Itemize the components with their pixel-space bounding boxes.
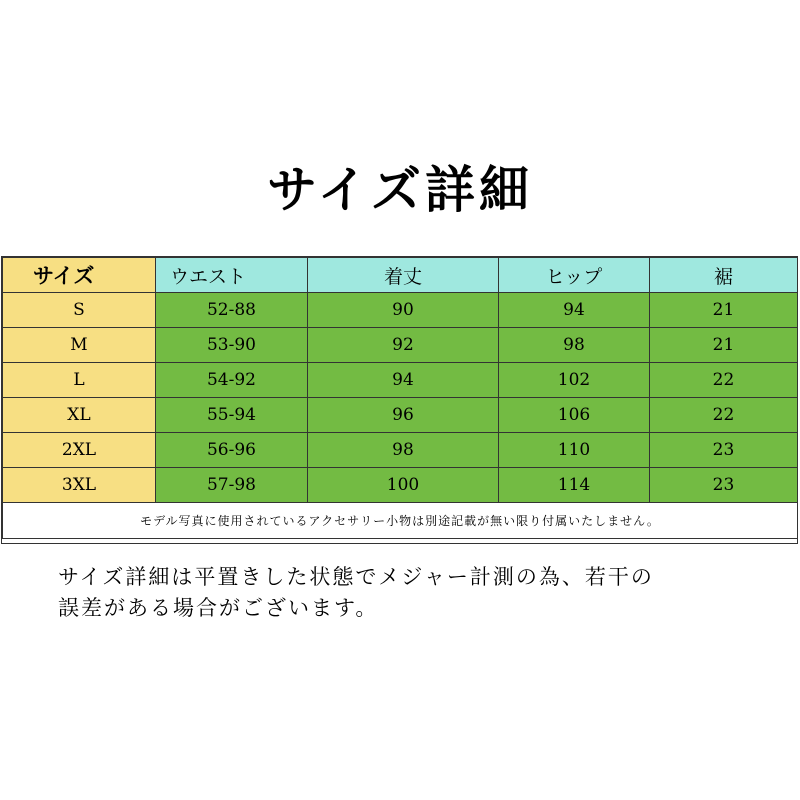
hem-cell: 21	[650, 293, 798, 328]
waist-cell: 52-88	[156, 293, 308, 328]
waist-cell: 55-94	[156, 398, 308, 433]
disclaimer-line-2: 誤差がある場合がございます。	[58, 596, 379, 620]
header-hip: ヒップ	[499, 258, 650, 293]
hem-cell: 23	[650, 433, 798, 468]
size-cell: 3XL	[3, 468, 156, 503]
hem-cell: 21	[650, 328, 798, 363]
header-length: 着丈	[308, 258, 499, 293]
header-hem: 裾	[650, 258, 798, 293]
table-header-row	[3, 258, 798, 293]
waist-cell: 54-92	[156, 363, 308, 398]
size-cell: S	[3, 293, 156, 328]
waist-cell: 57-98	[156, 468, 308, 503]
hem-cell: 22	[650, 363, 798, 398]
measurement-disclaimer	[58, 562, 758, 624]
length-cell: 96	[308, 398, 499, 433]
size-cell: L	[3, 363, 156, 398]
hem-cell: 22	[650, 398, 798, 433]
hip-cell: 94	[499, 293, 650, 328]
length-cell: 100	[308, 468, 499, 503]
table-row	[3, 433, 798, 468]
header-size: サイズ	[3, 258, 156, 293]
hip-cell: 98	[499, 328, 650, 363]
table-note-row	[3, 503, 798, 539]
hip-cell: 114	[499, 468, 650, 503]
size-cell: XL	[3, 398, 156, 433]
size-cell: 2XL	[3, 433, 156, 468]
length-cell: 98	[308, 433, 499, 468]
length-cell: 90	[308, 293, 499, 328]
disclaimer-line-1: サイズ詳細は平置きした状態でメジャー計測の為、若干の	[58, 565, 654, 589]
length-cell: 92	[308, 328, 499, 363]
accessory-note: モデル写真に使用されているアクセサリー小物は別途記載が無い限り付属いたしません。	[3, 503, 798, 539]
size-table-container	[1, 256, 798, 544]
hip-cell: 110	[499, 433, 650, 468]
waist-cell: 56-96	[156, 433, 308, 468]
waist-cell: 53-90	[156, 328, 308, 363]
table-row	[3, 363, 798, 398]
size-cell: M	[3, 328, 156, 363]
hip-cell: 106	[499, 398, 650, 433]
header-waist: ウエスト	[156, 258, 308, 293]
hip-cell: 102	[499, 363, 650, 398]
page-title: サイズ詳細	[267, 160, 533, 219]
table-row	[3, 293, 798, 328]
table-row	[3, 328, 798, 363]
size-table	[2, 257, 798, 539]
table-row	[3, 468, 798, 503]
length-cell: 94	[308, 363, 499, 398]
table-row	[3, 398, 798, 433]
hem-cell: 23	[650, 468, 798, 503]
